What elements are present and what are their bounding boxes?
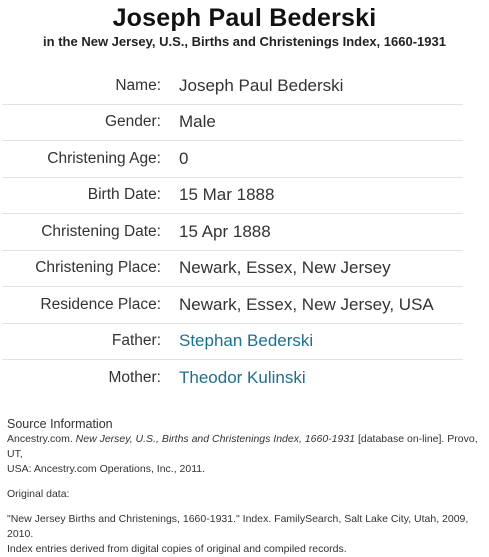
citation-line-2: USA: Ancestry.com Operations, Inc., 2011. [7, 463, 206, 475]
field-value: Male [179, 112, 216, 132]
mother-link[interactable]: Theodor Kulinski [179, 368, 306, 388]
page-title: Joseph Paul Bederski [112, 4, 377, 32]
source-heading: Source Information [7, 417, 113, 431]
field-value: 15 Mar 1888 [179, 185, 275, 205]
field-label: Christening Age: [47, 149, 161, 167]
father-link[interactable]: Stephan Bederski [179, 331, 314, 351]
record-row-christening-age [2, 141, 463, 178]
record-row-residence-place [2, 287, 463, 324]
field-value: Newark, Essex, New Jersey, USA [179, 294, 434, 314]
record-row-name [2, 68, 463, 105]
spacer [7, 502, 485, 512]
field-value: 0 [179, 148, 189, 168]
original-data-line-2: Index entries derived from digital copies of original and compiled records. [7, 543, 347, 555]
record-row-mother [2, 360, 463, 397]
spacer [7, 477, 485, 487]
record-row-christening-place [2, 251, 463, 288]
field-label: Christening Place: [35, 259, 161, 277]
field-value: Newark, Essex, New Jersey [179, 258, 391, 278]
record-header [0, 0, 489, 51]
field-label: Residence Place: [40, 295, 161, 313]
record-row-christening-date [2, 214, 463, 251]
source-information [7, 416, 485, 557]
original-data-line-1: "New Jersey Births and Christenings, 1660-1931." Index. FamilySearch, Salt Lake City, Utah, 2009, 2010. [7, 513, 469, 540]
record-row-birth-date [2, 178, 463, 215]
field-label: Name: [115, 76, 161, 94]
field-value: Joseph Paul Bederski [179, 75, 344, 95]
source-citation [7, 432, 485, 462]
field-label: Christening Date: [41, 222, 161, 240]
citation-prefix: Ancestry.com. [7, 433, 76, 445]
citation-title: New Jersey, U.S., Births and Christenings Index, 1660-1931 [75, 433, 356, 445]
field-value: 15 Apr 1888 [179, 221, 271, 241]
record-row-gender [2, 105, 463, 142]
page-subtitle: in the New Jersey, U.S., Births and Christenings Index, 1660-1931 [43, 34, 446, 49]
record-row-father [2, 324, 463, 361]
field-label: Gender: [104, 113, 161, 131]
record-table [0, 68, 463, 397]
original-data-label: Original data: [7, 488, 70, 500]
field-label: Birth Date: [87, 186, 161, 204]
citation-suffix: [database on-line]. Provo, UT, [7, 433, 478, 460]
field-label: Father: [111, 332, 161, 350]
field-label: Mother: [108, 369, 161, 387]
